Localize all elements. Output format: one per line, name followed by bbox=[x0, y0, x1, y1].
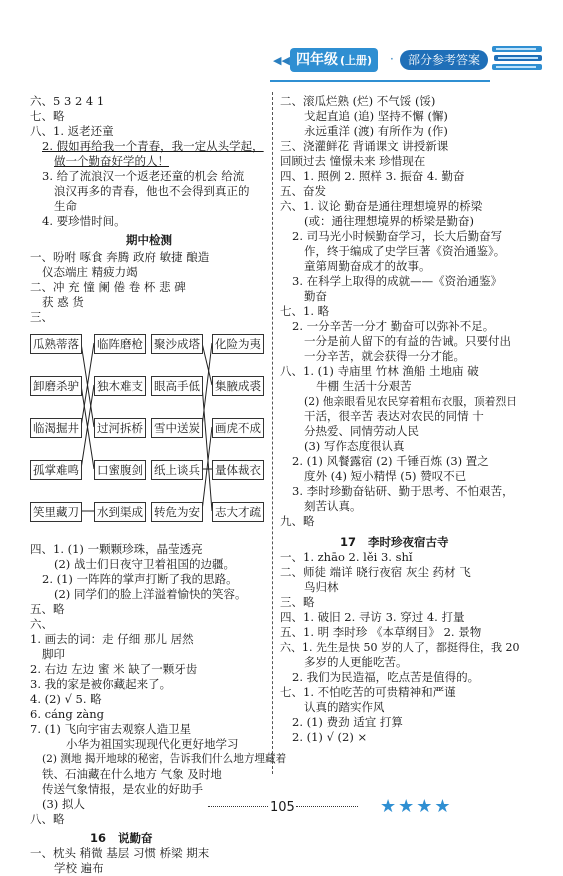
answer-line: (2) 战士们日夜守卫着祖国的边疆。 bbox=[54, 557, 235, 571]
answer-line: 2. 假如再给我一个青春，我一定从头学起， bbox=[42, 139, 264, 153]
answer-line: 六、 bbox=[30, 617, 53, 631]
answer-line: 3. 李时珍勤奋钻研、勤于思考、不怕艰苦， bbox=[292, 484, 514, 498]
answer-line: 2. (1) 费劲 适宜 打算 bbox=[292, 715, 403, 729]
idiom-cell: 转危为安 bbox=[151, 502, 203, 522]
answer-line: 六、1. 先生是快 50 岁的人了，都挺得住，我 20 bbox=[280, 641, 520, 654]
idiom-cell: 过河拆桥 bbox=[94, 418, 146, 438]
answer-line: 7. (1) 飞向宇宙去观察人造卫星 bbox=[30, 722, 192, 736]
answer-line: 永远重洋 (渡) 有所作为 (作) bbox=[304, 124, 448, 138]
idiom-cell: 临阵磨枪 bbox=[94, 334, 146, 354]
answer-line: 3. 给了流浪汉一个返老还童的机会 给流 bbox=[42, 169, 245, 183]
answer-line: 回顾过去 憧憬未来 珍惜现在 bbox=[280, 154, 426, 168]
idiom-cell: 画虎不成 bbox=[212, 418, 264, 438]
answer-line: 鸟归林 bbox=[304, 580, 339, 594]
answer-line: 一、1. zhāo 2. lěi 3. shǐ bbox=[280, 550, 413, 564]
answer-line: 仪态端庄 精疲力竭 bbox=[42, 265, 138, 279]
answer-line: 一、吩咐 啄食 奔腾 政府 敏捷 酿造 bbox=[30, 250, 210, 264]
answer-line: 勤奋 bbox=[304, 289, 327, 303]
answer-line: 分热爱、同情劳动人民 bbox=[304, 424, 419, 438]
answer-line: 传送气象情报，是农业的好助手 bbox=[42, 782, 203, 796]
answer-line: 1. 画去的词：走 仔细 那儿 居然 bbox=[30, 632, 194, 646]
answer-line: 作，终于编成了史学巨著《资治通鉴》。 bbox=[304, 244, 506, 258]
answer-line: 四、1. 破旧 2. 寻访 3. 穿过 4. 打量 bbox=[280, 610, 465, 624]
section-title-midterm: 期中检测 bbox=[126, 233, 172, 247]
answer-line: 八、略 bbox=[30, 812, 65, 826]
answers-label: 部分参考答案 bbox=[400, 50, 488, 70]
star-icon: ★★★★ bbox=[380, 796, 453, 817]
answer-line: 获 惑 货 bbox=[42, 295, 84, 309]
idiom-cell: 眼高手低 bbox=[151, 376, 203, 396]
answer-line: 六、1. 议论 勤奋是通往理想境界的桥梁 bbox=[280, 199, 483, 213]
answer-line: (2) 同学们的脸上洋溢着愉快的笑容。 bbox=[54, 587, 247, 601]
answer-line: 脚印 bbox=[42, 647, 65, 661]
answer-line: 五、1. 明 李时珍 《本草纲目》 2. 景物 bbox=[280, 625, 482, 639]
idiom-cell: 雪中送炭 bbox=[151, 418, 203, 438]
answer-line: 生命 bbox=[54, 199, 77, 213]
answer-line: 六、5 3 2 4 1 bbox=[30, 94, 105, 108]
idiom-cell: 孤掌难鸣 bbox=[30, 460, 82, 480]
answer-line: 2. (1) √ (2) × bbox=[292, 730, 368, 744]
answer-line: 七、1. 略 bbox=[280, 304, 330, 318]
book-stack-icon bbox=[490, 42, 546, 82]
answer-line: 八、1. 返老还童 bbox=[30, 124, 114, 138]
answer-line: 三、浇灌鲜花 背诵课文 讲授新课 bbox=[280, 139, 449, 153]
grade-badge: 四年级 (上册) bbox=[290, 48, 378, 72]
answer-line: 浪汉再多的青春，他也不会得到真正的 bbox=[54, 184, 250, 198]
answer-line: 2. (1) 风餐露宿 (2) 千锤百炼 (3) 置之 bbox=[292, 454, 489, 468]
answer-line: 三、 bbox=[30, 310, 53, 324]
answer-line: 童第周勤奋成才的故事。 bbox=[304, 259, 431, 273]
idiom-cell: 志大才疏 bbox=[212, 502, 264, 522]
answer-line: 四、1. (1) 一颗颗珍珠，晶莹透亮 bbox=[30, 542, 203, 556]
page-number: 105 bbox=[270, 800, 295, 815]
answer-line: 五、略 bbox=[30, 602, 65, 616]
answer-line: 干活，很辛苦 表达对农民的同情 十 bbox=[304, 409, 484, 423]
answer-line: 二、师徒 端详 晓行夜宿 灰尘 药材 飞 bbox=[280, 565, 471, 579]
lesson-17-title: 17 李时珍夜宿古寺 bbox=[340, 535, 449, 549]
answer-line: 九、略 bbox=[280, 514, 315, 528]
idiom-cell: 口蜜腹剑 bbox=[94, 460, 146, 480]
answer-line: (2) 测地 揭开地球的秘密，告诉我们什么地方埋藏着 bbox=[42, 753, 287, 765]
idiom-cell: 聚沙成塔 bbox=[151, 334, 203, 354]
answer-line: 多岁的人更能吃苦。 bbox=[304, 655, 408, 669]
footer-dotted-rule bbox=[296, 806, 358, 807]
idiom-cell: 瓜熟蒂落 bbox=[30, 334, 82, 354]
lesson-16-title: 16 说勤奋 bbox=[90, 831, 153, 845]
answer-line: (或：通往理想境界的桥梁是勤奋) bbox=[304, 214, 474, 228]
answer-line: 刻苦认真。 bbox=[304, 499, 362, 513]
footer-dotted-rule bbox=[208, 806, 268, 807]
answer-line: 五、奋发 bbox=[280, 184, 326, 198]
answer-line: 七、1. 不怕吃苦的可贵精神和严谨 bbox=[280, 685, 456, 699]
answer-line: 八、1. (1) 寺庙里 竹林 渔船 土地庙 破 bbox=[280, 364, 479, 378]
answer-line: 七、略 bbox=[30, 109, 65, 123]
answer-line: (3) 写作态度很认真 bbox=[304, 439, 405, 453]
idiom-cell: 卸磨杀驴 bbox=[30, 376, 82, 396]
header-rule bbox=[270, 80, 490, 82]
answer-line: (3) 拟人 bbox=[42, 797, 85, 811]
answer-line: 二、冲 充 憧 阑 倦 卷 杯 悲 碑 bbox=[30, 280, 186, 294]
answer-line: 4. 要珍惜时间。 bbox=[42, 214, 126, 228]
answer-line: 三、略 bbox=[280, 595, 315, 609]
idiom-cell: 独木难支 bbox=[94, 376, 146, 396]
idiom-matching bbox=[30, 326, 268, 542]
column-divider bbox=[272, 92, 273, 774]
answer-line: 戈起直追 (追) 坚持不懈 (懈) bbox=[304, 109, 448, 123]
answer-line: 2. (1) 一阵阵的掌声打断了我的思路。 bbox=[42, 572, 238, 586]
idiom-cell: 化险为夷 bbox=[212, 334, 264, 354]
answer-line: 2. 一分辛苦一分才 勤奋可以弥补不足。 bbox=[292, 319, 495, 333]
answer-line: 认真的踏实作风 bbox=[304, 700, 385, 714]
idiom-cell: 量体裁衣 bbox=[212, 460, 264, 480]
page-header bbox=[270, 40, 555, 86]
answer-line: 3. 我的家是被你藏起来了。 bbox=[30, 677, 172, 691]
answer-line: 做一个勤奋好学的人！ bbox=[54, 154, 169, 168]
idiom-cell: 临渴掘井 bbox=[30, 418, 82, 438]
answer-line: 学校 遍布 bbox=[54, 861, 104, 875]
answer-line: 3. 在科学上取得的成就——《资治通鉴》 bbox=[292, 274, 503, 288]
answer-line: 铁、石油藏在什么地方 气象 及时地 bbox=[42, 767, 222, 781]
answer-line: 2. 司马光小时候勤奋学习，长大后勤奋写 bbox=[292, 229, 503, 243]
separator-dot: · bbox=[390, 52, 394, 66]
answer-line: 二、滚瓜烂熟 (烂) 不气馁 (馁) bbox=[280, 94, 436, 108]
answer-line: 一分辛苦，就会获得一分才能。 bbox=[304, 349, 465, 363]
answer-line: 一分是前人留下的有益的告诫。只要付出 bbox=[304, 334, 511, 348]
answer-line: 2. 我们为民造福，吃点苦是值得的。 bbox=[292, 670, 480, 684]
answer-line: 6. cáng zàng bbox=[30, 707, 105, 721]
answer-line: 牛棚 生活十分艰苦 bbox=[316, 379, 412, 393]
idiom-cell: 集腋成裘 bbox=[212, 376, 264, 396]
idiom-cell: 水到渠成 bbox=[94, 502, 146, 522]
answer-line: 一、枕头 稍微 基层 习惯 桥梁 期末 bbox=[30, 846, 210, 860]
answer-line: 2. 右边 左边 蜜 米 缺了一颗牙齿 bbox=[30, 662, 198, 676]
answer-line: 四、1. 照例 2. 照样 3. 振奋 4. 勤奋 bbox=[280, 169, 465, 183]
answer-line: 小华为祖国实现现代化更好地学习 bbox=[66, 737, 239, 751]
double-arrow-icon: ◀◀ bbox=[273, 54, 290, 67]
answer-line: (2) 他亲眼看见农民穿着粗布衣服，顶着烈日 bbox=[304, 395, 518, 408]
answer-line: 度外 (4) 短小精悍 (5) 赞叹不已 bbox=[304, 469, 467, 483]
answer-line: 4. (2) √ 5. 略 bbox=[30, 692, 102, 706]
idiom-cell: 纸上谈兵 bbox=[151, 460, 203, 480]
right-column bbox=[280, 94, 530, 745]
idiom-cell: 笑里藏刀 bbox=[30, 502, 82, 522]
